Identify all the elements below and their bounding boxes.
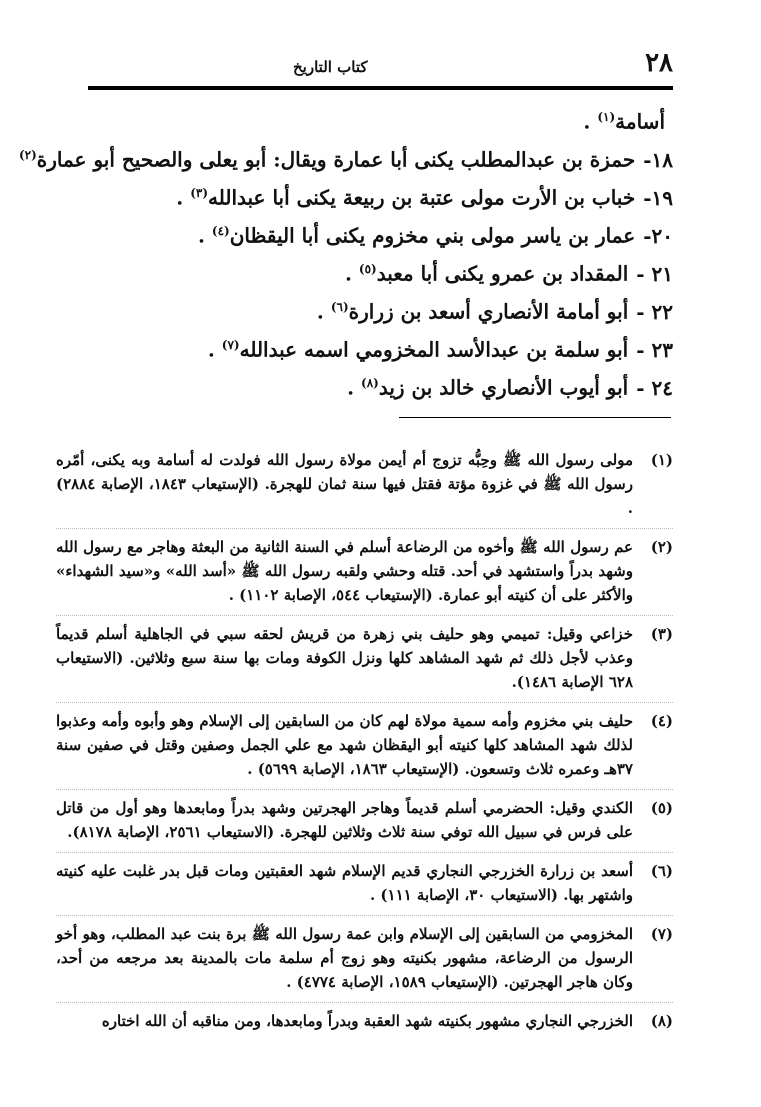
list-item: ١٩-خباب بن الأرت مولى عتبة بن ربيعة يكنى أبا عبدالله$^{(٣)}$ . bbox=[176, 185, 673, 210]
list-item: ٢٠-عمار بن ياسر مولى بني مخزوم يكنى أبا اليقظان$^{(٤)}$ . bbox=[197, 223, 673, 248]
footnote-item bbox=[56, 709, 673, 787]
footnote-ref: (٧) bbox=[221, 338, 240, 352]
list-item: أسامة$^{(١)}$ . bbox=[583, 109, 665, 134]
footnote-text: الخزرجي النجاري مشهور بكنيته شهد العقبة وبدراً ومابعدها، ومن مناقبه أن الله اختاره bbox=[101, 1012, 633, 1030]
footnote-text: خزاعي وقيل: تميمي وهو حليف بني زهرة من قريش لحقه سبي في الجاهلية أسلم قديماً وعذب لأجل ذلك ثم شهد المشاهد كلها ونزل الكوفة ومات بها سنة سبع وثلاثين. (الاستيعاب ٦٢٨ الإصابة ١٤٨٦). bbox=[56, 625, 633, 691]
header-rule bbox=[88, 86, 673, 90]
list-item: ٢٢ -أبو أمامة الأنصاري أسعد بن زرارة$^{(٦)}$ . bbox=[316, 299, 673, 324]
footnote-item bbox=[56, 922, 673, 1000]
footnote-number: (١) bbox=[650, 451, 673, 469]
running-title: كتاب التاريخ bbox=[293, 58, 368, 76]
footnote-item bbox=[56, 448, 673, 526]
footnote-number: (٦) bbox=[650, 862, 673, 880]
divider bbox=[56, 789, 673, 790]
divider bbox=[56, 615, 673, 616]
footnote-item bbox=[56, 859, 673, 913]
footnote-number: (٥) bbox=[650, 799, 673, 817]
list-item: ٢٣ -أبو سلمة بن عبدالأسد المخزومي اسمه عبدالله$^{(٧)}$ . bbox=[207, 337, 673, 362]
footnote-ref: (١) bbox=[597, 110, 616, 124]
divider bbox=[56, 702, 673, 703]
footnotes bbox=[56, 448, 673, 1039]
footnote-item bbox=[56, 622, 673, 700]
footnote-ref: (٦) bbox=[330, 300, 349, 314]
footnote-number: (٣) bbox=[650, 625, 673, 643]
divider bbox=[56, 915, 673, 916]
divider bbox=[56, 1002, 673, 1003]
list-item: ٢١ -المقداد بن عمرو يكنى أبا معبد$^{(٥)}$ . bbox=[344, 261, 673, 286]
footnote-text: عم رسول الله ﷺ وأخوه من الرضاعة أسلم في السنة الثانية من البعثة وهاجر مع رسول الله وشهد بدراً واستشهد في أحد. قتله وحشي ولقبه رسول الله ﷺ «أسد الله» و«سيد الشهداء» والأكثر على أن كنيته أبو عمارة. (الإستيعاب ٥٤٤، الإصابة ١١٠٢) . bbox=[56, 538, 633, 604]
footnote-number: (٨) bbox=[650, 1012, 673, 1030]
list-item: ٢٤ -أبو أيوب الأنصاري خالد بن زيد$^{(٨)}$ . bbox=[347, 375, 673, 400]
divider bbox=[56, 852, 673, 853]
main-list bbox=[18, 98, 673, 402]
footnote-text: مولى رسول الله ﷺ وحِبُّه تزوج أم أيمن مولاة رسول الله فولدت له أسامة وبه يكنى، أمّره رسول الله ﷺ في غزوة مؤتة فقتل فيها سنة ثمان للهجرة. (الإستيعاب ١٨٤٣، الإصابة ٢٨٨٤) . bbox=[56, 451, 633, 517]
page-number: ٢٨ bbox=[645, 48, 673, 78]
list-item: ١٨-حمزة بن عبدالمطلب يكنى أبا عمارة ويقال: أبو يعلى والصحيح أبو عمارة$^{(٢)}$ bbox=[18, 147, 673, 172]
page-header bbox=[88, 50, 673, 80]
footnote-number: (٧) bbox=[650, 925, 673, 943]
footnote-text: الكندي وقيل: الحضرمي أسلم قديماً وهاجر الهجرتين وشهد بدراً ومابعدها وهو أول من قاتل على فرس في سبيل الله توفي سنة ثلاث وثلاثين للهجرة. (الاستيعاب ٢٥٦١، الإصابة ٨١٧٨). bbox=[56, 799, 633, 841]
footnote-ref: (٣) bbox=[190, 186, 209, 200]
footnote-ref: (٥) bbox=[358, 262, 377, 276]
footnote-number: (٤) bbox=[650, 712, 673, 730]
footnote-ref: (٨) bbox=[361, 376, 379, 390]
footnote-item bbox=[56, 1009, 673, 1039]
footnote-text: حليف بني مخزوم وأمه سمية مولاة لهم كان من السابقين إلى الإسلام وهو وأبوه وأمه وعذبوا لذلك شهد المشاهد كلها كنيته أبو اليقظان شهد مع علي الجمل وصفين وقتل في صفين سنة ٣٧هـ وعمره ثلاث وتسعون. (الإستيعاب ١٨٦٣، الإصابة ٥٦٩٩) . bbox=[56, 712, 633, 778]
footnote-number: (٢) bbox=[650, 538, 673, 556]
footnote-item bbox=[56, 535, 673, 613]
footnote-ref: (٢) bbox=[18, 148, 37, 162]
divider bbox=[56, 528, 673, 529]
footnote-text: أسعد بن زرارة الخزرجي النجاري قديم الإسلام شهد العقبتين ومات قبل بدر غلبت عليه كنيته واشتهر بها. (الاستيعاب ٣٠، الإصابة ١١١) . bbox=[56, 862, 633, 904]
footnote-separator bbox=[399, 417, 671, 418]
footnote-item bbox=[56, 796, 673, 850]
footnote-text: المخزومي من السابقين إلى الإسلام وابن عمة رسول الله ﷺ برة بنت عبد المطلب، وهو أخو الرسول من الرضاعة، مشهور بكنيته وهو زوج أم سلمة مات بالمدينة بعد مرجعه من أحد، وكان هاجر الهجرتين. (الإستيعاب ١٥٨٩، الإصابة ٤٧٧٤) . bbox=[56, 925, 633, 991]
footnote-ref: (٤) bbox=[211, 224, 230, 238]
